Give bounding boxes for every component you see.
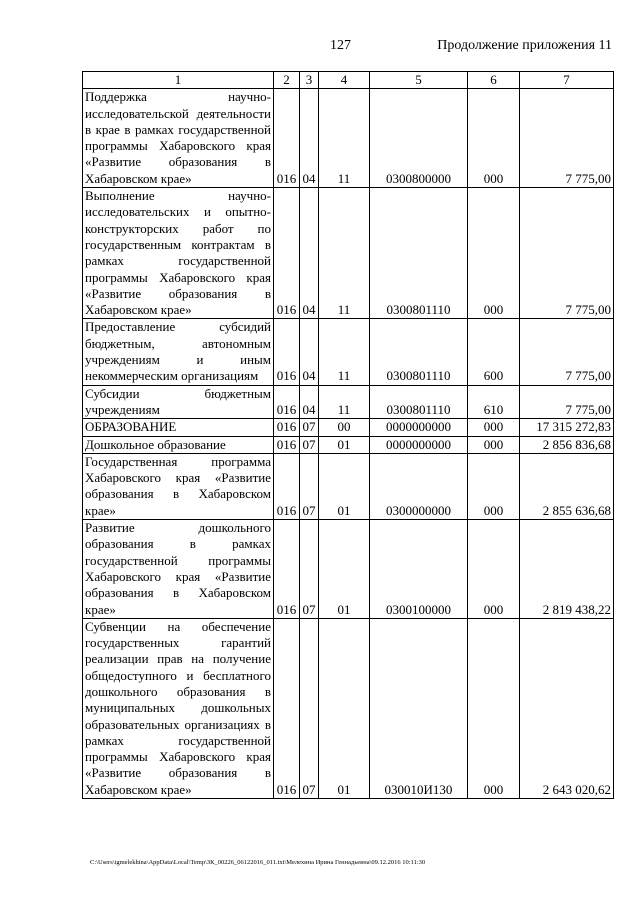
footer-file-path: C:\Users\igmelekhina\AppData\Local\Temp\ЗК_00226_06122016_011.txt\Мелехина Ирина Геннадьевна\09.12.2016 10:11:30 <box>90 859 426 866</box>
ministry-code: 016 <box>274 520 300 619</box>
amount: 2 819 438,22 <box>520 520 614 619</box>
section-code: 04 <box>300 188 319 319</box>
target-code: 0300801110 <box>370 385 468 419</box>
target-code: 0000000000 <box>370 436 468 453</box>
subsection-code: 11 <box>319 385 370 419</box>
expense-type: 000 <box>468 188 520 319</box>
column-header: 6 <box>468 72 520 89</box>
column-header: 2 <box>274 72 300 89</box>
subsection-code: 11 <box>319 319 370 385</box>
budget-table <box>82 71 614 799</box>
expense-type: 600 <box>468 319 520 385</box>
continuation-note: Продолжение приложения 11 <box>437 38 612 53</box>
table-row <box>83 188 614 319</box>
target-code: 0300801110 <box>370 188 468 319</box>
table-row <box>83 89 614 188</box>
row-name: Дошкольное образование <box>83 436 274 453</box>
row-name: Субвенции на обеспечение государственных гарантий реализации прав на получение общедоступного и бесплатного дошкольного образования в муниципальных дошкольных образовательных организациях в рамках государственной программы Хабаровского края «Развитие образования в Хабаровском крае» <box>83 618 274 798</box>
subsection-code: 00 <box>319 419 370 436</box>
subsection-code: 01 <box>319 436 370 453</box>
row-name: Развитие дошкольного образования в рамках государственной программы Хабаровского края «Развитие образования в Хабаровском крае» <box>83 520 274 619</box>
amount: 2 643 020,62 <box>520 618 614 798</box>
table-row <box>83 618 614 798</box>
section-code: 07 <box>300 436 319 453</box>
column-header: 5 <box>370 72 468 89</box>
row-name: ОБРАЗОВАНИЕ <box>83 419 274 436</box>
section-code: 07 <box>300 419 319 436</box>
target-code: 030010И130 <box>370 618 468 798</box>
column-header-row <box>83 72 614 89</box>
table-row <box>83 436 614 453</box>
target-code: 0300100000 <box>370 520 468 619</box>
ministry-code: 016 <box>274 319 300 385</box>
section-code: 04 <box>300 89 319 188</box>
table-row <box>83 453 614 519</box>
column-header: 4 <box>319 72 370 89</box>
row-name: Поддержка научно-исследовательской деятельности в крае в рамках государственной программы Хабаровского края «Развитие образования в Хабаровском крае» <box>83 89 274 188</box>
subsection-code: 11 <box>319 188 370 319</box>
expense-type: 000 <box>468 520 520 619</box>
row-name: Субсидии бюджетным учреждениям <box>83 385 274 419</box>
table-row <box>83 319 614 385</box>
amount: 7 775,00 <box>520 188 614 319</box>
table-row <box>83 520 614 619</box>
table-row <box>83 385 614 419</box>
subsection-code: 01 <box>319 453 370 519</box>
ministry-code: 016 <box>274 419 300 436</box>
expense-type: 000 <box>468 419 520 436</box>
amount: 2 855 636,68 <box>520 453 614 519</box>
page-number: 127 <box>330 38 351 53</box>
amount: 7 775,00 <box>520 319 614 385</box>
section-code: 04 <box>300 385 319 419</box>
subsection-code: 11 <box>319 89 370 188</box>
ministry-code: 016 <box>274 436 300 453</box>
expense-type: 000 <box>468 618 520 798</box>
expense-type: 000 <box>468 89 520 188</box>
section-code: 04 <box>300 319 319 385</box>
expense-type: 610 <box>468 385 520 419</box>
target-code: 0300801110 <box>370 319 468 385</box>
amount: 2 856 836,68 <box>520 436 614 453</box>
section-code: 07 <box>300 618 319 798</box>
expense-type: 000 <box>468 453 520 519</box>
target-code: 0300800000 <box>370 89 468 188</box>
row-name: Предоставление субсидий бюджетным, автономным учреждениям и иным некоммерческим организациям <box>83 319 274 385</box>
amount: 7 775,00 <box>520 385 614 419</box>
section-code: 07 <box>300 520 319 619</box>
subsection-code: 01 <box>319 520 370 619</box>
ministry-code: 016 <box>274 188 300 319</box>
row-name: Государственная программа Хабаровского края «Развитие образования в Хабаровском крае» <box>83 453 274 519</box>
subsection-code: 01 <box>319 618 370 798</box>
row-name: Выполнение научно-исследовательских и опытно-конструкторских работ по государственным контрактам в рамках государственной программы Хабаровского края «Развитие образования в Хабаровском крае» <box>83 188 274 319</box>
amount: 7 775,00 <box>520 89 614 188</box>
ministry-code: 016 <box>274 453 300 519</box>
section-code: 07 <box>300 453 319 519</box>
ministry-code: 016 <box>274 89 300 188</box>
expense-type: 000 <box>468 436 520 453</box>
column-header: 3 <box>300 72 319 89</box>
amount: 17 315 272,83 <box>520 419 614 436</box>
ministry-code: 016 <box>274 618 300 798</box>
ministry-code: 016 <box>274 385 300 419</box>
column-header: 7 <box>520 72 614 89</box>
column-header: 1 <box>83 72 274 89</box>
target-code: 0000000000 <box>370 419 468 436</box>
table-row <box>83 419 614 436</box>
target-code: 0300000000 <box>370 453 468 519</box>
